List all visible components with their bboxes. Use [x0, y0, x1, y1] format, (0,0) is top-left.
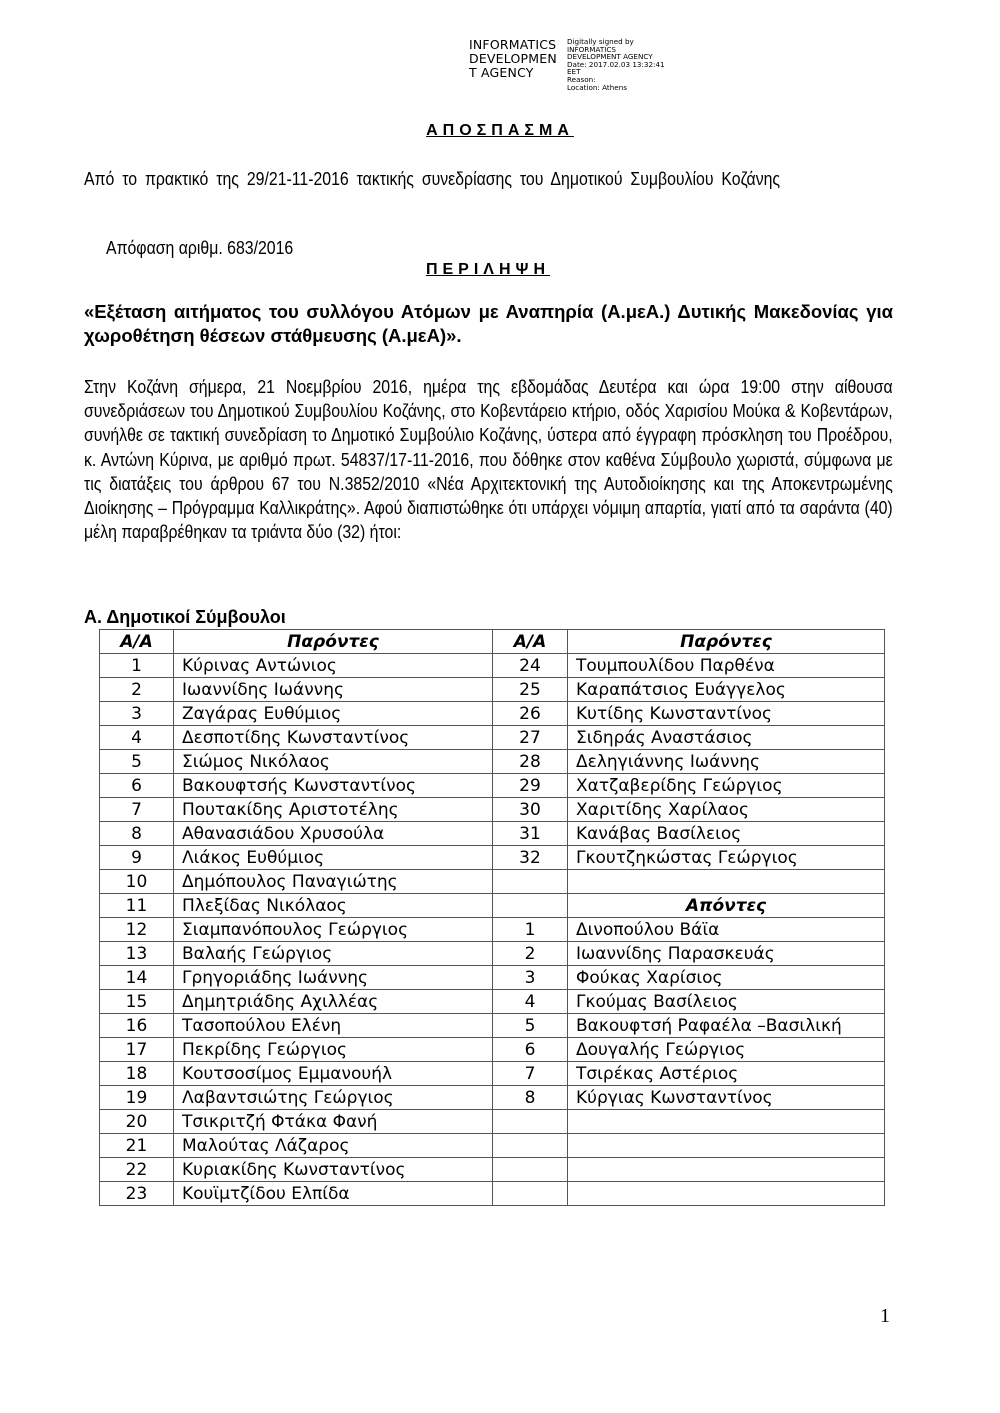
row-number: 1 — [493, 918, 568, 942]
row-number: 29 — [493, 774, 568, 798]
councillors-table — [99, 629, 885, 1206]
row-number: 9 — [100, 846, 174, 870]
row-number: 3 — [493, 966, 568, 990]
present-name: Βακουφτσής Κωνσταντίνος — [174, 774, 493, 798]
table-row — [100, 1086, 885, 1110]
row-number: 6 — [100, 774, 174, 798]
present-name: Δημητριάδης Αχιλλέας — [174, 990, 493, 1014]
table-row — [100, 678, 885, 702]
present-name: Λιάκος Ευθύμιος — [174, 846, 493, 870]
present-name: Γρηγοριάδης Ιωάννης — [174, 966, 493, 990]
councillor-name — [568, 870, 885, 894]
present-name: Δεσποτίδης Κωνσταντίνος — [174, 726, 493, 750]
digital-signature-stamp — [469, 38, 665, 91]
table-row — [100, 846, 885, 870]
table-row — [100, 1062, 885, 1086]
page-number: 1 — [880, 1305, 890, 1327]
councillor-name: Χαριτίδης Χαρίλαος — [568, 798, 885, 822]
row-number: 24 — [493, 654, 568, 678]
row-number — [493, 1110, 568, 1134]
present-name: Αθανασιάδου Χρυσούλα — [174, 822, 493, 846]
councillor-name: Γκούμας Βασίλειος — [568, 990, 885, 1014]
present-name: Δημόπουλος Παναγιώτης — [174, 870, 493, 894]
councillor-name: Βακουφτσή Ραφαέλα –Βασιλική — [568, 1014, 885, 1038]
row-number: 5 — [100, 750, 174, 774]
councillor-name: Καραπάτσιος Ευάγγελος — [568, 678, 885, 702]
table-row — [100, 774, 885, 798]
present-name: Πουτακίδης Αριστοτέλης — [174, 798, 493, 822]
councillor-name: Δουγαλής Γεώργιος — [568, 1038, 885, 1062]
signature-details: Digitally signed by INFORMATICS DEVELOPMENT AGENCY Date: 2017.02.03 13:32:41 EET Reason: Location: Athens — [567, 37, 665, 92]
header-present-2: Παρόντες — [568, 630, 885, 654]
present-name: Λαβαντσιώτης Γεώργιος — [174, 1086, 493, 1110]
header-aa-2: Α/Α — [493, 630, 568, 654]
row-number: 7 — [493, 1062, 568, 1086]
table-row — [100, 702, 885, 726]
table-row — [100, 750, 885, 774]
row-number — [493, 1134, 568, 1158]
present-name: Κύρινας Αντώνιος — [174, 654, 493, 678]
councillor-name — [568, 1158, 885, 1182]
row-number: 27 — [493, 726, 568, 750]
row-number: 12 — [100, 918, 174, 942]
row-number: 2 — [100, 678, 174, 702]
table-row — [100, 798, 885, 822]
row-number: 28 — [493, 750, 568, 774]
table-row — [100, 1134, 885, 1158]
row-number: 16 — [100, 1014, 174, 1038]
row-number: 23 — [100, 1182, 174, 1206]
present-name: Τσικριτζή Φτάκα Φανή — [174, 1110, 493, 1134]
row-number: 19 — [100, 1086, 174, 1110]
table-row — [100, 942, 885, 966]
present-name: Μαλούτας Λάζαρος — [174, 1134, 493, 1158]
header-aa-1: Α/Α — [100, 630, 174, 654]
councillor-name — [568, 1182, 885, 1206]
present-name: Κουϊμτζίδου Ελπίδα — [174, 1182, 493, 1206]
councillor-name: Κύργιας Κωνσταντίνος — [568, 1086, 885, 1110]
row-number: 6 — [493, 1038, 568, 1062]
signer-name: INFORMATICS DEVELOPMEN T AGENCY — [469, 37, 557, 80]
councillor-name — [568, 1110, 885, 1134]
table-row — [100, 1110, 885, 1134]
body-paragraph: Στην Κοζάνη σήμερα, 21 Νοεμβρίου 2016, ημέρα της εβδομάδας Δευτέρα και ώρα 19:00 στην αίθουσα συνεδριάσεων του Δημοτικού Συμβουλίου Κοζάνης, στο Κοβεντάρειο κτήριο, οδός Χαρισίου Μούκα & Κοβεντάρων, συνήλθε σε τακτική συνεδρίαση το Δημοτικό Συμβούλιο Κοζάνης, ύστερα από έγγραφη πρόσκληση του Προέδρου, κ. Αντώνη Κύρινα, με αριθμό πρωτ. 54837/17-11-2016, που δόθηκε στον καθένα Σύμβουλο χωριστά, σύμφωνα με τις διατάξεις του άρθρου 67 του Ν.3852/2010 «Νέα Αρχιτεκτονική της Αυτοδιοίκησης και της Αποκεντρωμένης Διοίκησης – Πρόγραμμα Καλλικράτης». Αφού διαπιστώθηκε ότι υπάρχει νόμιμη απαρτία, γιατί από τα σαράντα (40) μέλη παραβρέθηκαν τα τριάντα δύο (32) ήτοι: — [84, 377, 893, 543]
row-number: 4 — [100, 726, 174, 750]
subject-heading: «Εξέταση αιτήματος του συλλόγου Ατόμων με Αναπηρία (Α.μεΑ.) Δυτικής Μακεδονίας για χωροθέτηση θέσεων στάθμευσης (Α.μεΑ)». — [84, 301, 893, 346]
row-number: 31 — [493, 822, 568, 846]
row-number — [493, 894, 568, 918]
row-number: 13 — [100, 942, 174, 966]
row-number: 22 — [100, 1158, 174, 1182]
table-row — [100, 918, 885, 942]
table-row — [100, 654, 885, 678]
row-number: 4 — [493, 990, 568, 1014]
present-name: Ζαγάρας Ευθύμιος — [174, 702, 493, 726]
present-name: Ιωαννίδης Ιωάννης — [174, 678, 493, 702]
row-number: 26 — [493, 702, 568, 726]
row-number: 10 — [100, 870, 174, 894]
row-number: 15 — [100, 990, 174, 1014]
row-number: 8 — [100, 822, 174, 846]
councillor-name: Δεληγιάννης Ιωάννης — [568, 750, 885, 774]
section-title: Α. Δημοτικοί Σύμβουλοι — [84, 607, 286, 627]
summary-title: ΠΕΡΙΛΗΨΗ — [425, 261, 551, 278]
present-name: Σιαμπανόπουλος Γεώργιος — [174, 918, 493, 942]
table-row — [100, 726, 885, 750]
councillor-name: Δινοπούλου Βάϊα — [568, 918, 885, 942]
present-name: Σιώμος Νικόλαος — [174, 750, 493, 774]
row-number: 14 — [100, 966, 174, 990]
table-row — [100, 990, 885, 1014]
absent-subheader: Απόντες — [568, 894, 885, 918]
table-row — [100, 1182, 885, 1206]
present-name: Κουτσοσίμος Εμμανουήλ — [174, 1062, 493, 1086]
row-number: 5 — [493, 1014, 568, 1038]
councillor-name: Φούκας Χαρίσιος — [568, 966, 885, 990]
councillor-name: Τσιρέκας Αστέριος — [568, 1062, 885, 1086]
row-number: 30 — [493, 798, 568, 822]
councillor-name: Χατζαβερίδης Γεώργιος — [568, 774, 885, 798]
row-number: 20 — [100, 1110, 174, 1134]
row-number: 2 — [493, 942, 568, 966]
header-present-1: Παρόντες — [174, 630, 493, 654]
present-name: Βαλαής Γεώργιος — [174, 942, 493, 966]
councillor-name — [568, 1134, 885, 1158]
row-number: 3 — [100, 702, 174, 726]
row-number: 18 — [100, 1062, 174, 1086]
present-name: Πλεξίδας Νικόλαος — [174, 894, 493, 918]
councillor-name: Γκουτζηκώστας Γεώργιος — [568, 846, 885, 870]
present-name: Τασοπούλου Ελένη — [174, 1014, 493, 1038]
decision-number: Απόφαση αριθμ. 683/2016 — [106, 238, 294, 258]
intro-paragraph: Από το πρακτικό της 29/21-11-2016 τακτικής συνεδρίασης του Δημοτικού Συμβουλίου Κοζάνης — [84, 169, 781, 189]
table-row — [100, 822, 885, 846]
row-number: 7 — [100, 798, 174, 822]
row-number: 11 — [100, 894, 174, 918]
row-number — [493, 870, 568, 894]
row-number: 1 — [100, 654, 174, 678]
row-number: 25 — [493, 678, 568, 702]
document-title: ΑΠΟΣΠΑΣΜΑ — [426, 122, 574, 139]
table-row — [100, 894, 885, 918]
councillor-name: Ιωαννίδης Παρασκευάς — [568, 942, 885, 966]
councillor-name: Κυτίδης Κωνσταντίνος — [568, 702, 885, 726]
row-number — [493, 1182, 568, 1206]
present-name: Κυριακίδης Κωνσταντίνος — [174, 1158, 493, 1182]
present-name: Πεκρίδης Γεώργιος — [174, 1038, 493, 1062]
row-number: 8 — [493, 1086, 568, 1110]
table-row — [100, 1014, 885, 1038]
councillor-name: Κανάβας Βασίλειος — [568, 822, 885, 846]
row-number: 17 — [100, 1038, 174, 1062]
table-row — [100, 870, 885, 894]
row-number — [493, 1158, 568, 1182]
table-row — [100, 1038, 885, 1062]
table-row — [100, 966, 885, 990]
table-row — [100, 1158, 885, 1182]
councillor-name: Τουμπουλίδου Παρθένα — [568, 654, 885, 678]
row-number: 21 — [100, 1134, 174, 1158]
table-header-row — [100, 630, 885, 654]
councillor-name: Σιδηράς Αναστάσιος — [568, 726, 885, 750]
row-number: 32 — [493, 846, 568, 870]
